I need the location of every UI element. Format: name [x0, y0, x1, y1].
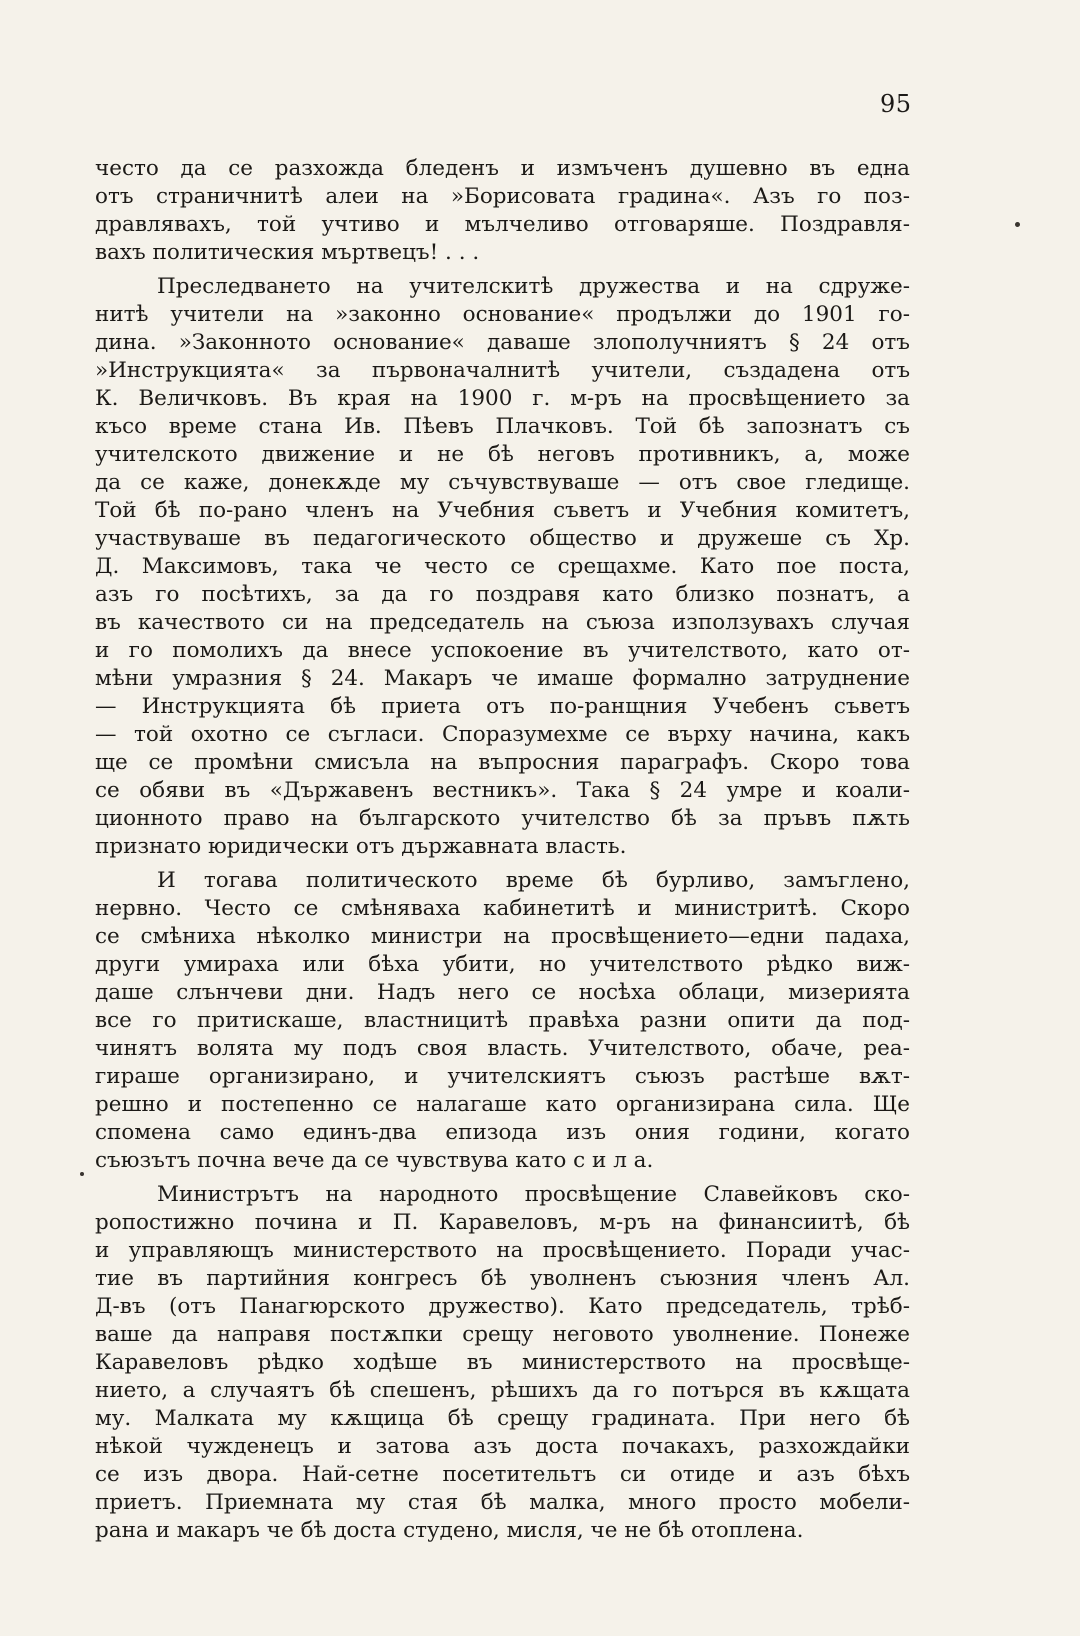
text-line: чинятъ волята му подъ своя власть. Учителството, обаче, реа-: [95, 1036, 910, 1061]
text-line: въ качеството си на председатель на съюза използувахъ случая: [95, 610, 910, 635]
text-line: Д. Максимовъ, така че често се срещахме. Като пое поста,: [95, 554, 910, 579]
text-line: и го помолихъ да внесе успокоение въ учителството, като от-: [95, 638, 910, 663]
text-line: решно и постепенно се налагаше като организирана сила. Ще: [95, 1092, 910, 1117]
text-line: тие въ партийния конгресъ бѣ уволненъ съюзния членъ Ал.: [95, 1266, 910, 1291]
text-line: спомена само единъ-два епизода изъ ония години, когато: [95, 1120, 910, 1145]
text-line: Преследването на учителскитѣ дружества и на сдруже-: [157, 274, 910, 299]
text-line: ропостижно почина и П. Каравеловъ, м-ръ на финансиитѣ, бѣ: [95, 1210, 910, 1235]
text-line: нервно. Често се смѣняваха кабинетитѣ и министритѣ. Скоро: [95, 896, 910, 921]
text-line: Министрътъ на народното просвѣщение Славейковъ ско-: [157, 1182, 910, 1207]
text-line: други умираха или бѣха убити, но учителството рѣдко виж-: [95, 952, 910, 977]
print-speck: [80, 1172, 84, 1176]
text-line: ваше да направя постѫпки срещу неговото уволнение. Понеже: [95, 1322, 910, 1347]
paragraph: [95, 1181, 910, 1545]
text-line: се изъ двора. Най-сетне посетительтъ си отиде и азъ бѣхъ: [95, 1462, 910, 1487]
text-line: Той бѣ по-рано членъ на Учебния съветъ и Учебния комитетъ,: [95, 498, 910, 523]
text-line: отъ страничнитѣ алеи на »Борисовата градина«. Азъ го поз-: [95, 184, 910, 209]
text-line: късо време стана Ив. Пѣевъ Плачковъ. Той бѣ запознатъ съ: [95, 414, 910, 439]
text-line: все го притискаше, властницитѣ правѣха разни опити да под-: [95, 1008, 910, 1033]
text-line: даше слънчеви дни. Надъ него се носѣха облаци, мизерията: [95, 980, 910, 1005]
text-line: »Инструкцията« за първоначалнитѣ учители, създадена отъ: [95, 358, 910, 383]
text-line: вахъ политическия мъртвецъ! . . .: [95, 240, 480, 265]
text-line: учителското движение и не бѣ неговъ противникъ, а, може: [95, 442, 910, 467]
text-line: азъ го посѣтихъ, за да го поздравя като близко познатъ, а: [95, 582, 910, 607]
text-line: нието, а случаятъ бѣ спешенъ, рѣшихъ да го потърся въ кѫщата: [95, 1378, 910, 1403]
text-line: да се каже, донекѫде му съчувствуваше — отъ свое гледище.: [95, 470, 910, 495]
paragraph: [95, 273, 910, 861]
text-line: рана и макаръ че бѣ доста студено, мисля, че не бѣ отоплена.: [95, 1518, 804, 1543]
text-line: ще се промѣни смисъла на въпросния параграфъ. Скоро това: [95, 750, 910, 775]
text-line: — Инструкцията бѣ приета отъ по-ранщния Учебенъ съветъ: [95, 694, 910, 719]
text-line: участвуваше въ педагогическото общество и дружеше съ Хр.: [95, 526, 910, 551]
text-line: нитѣ учители на »законно основание« продължи до 1901 го-: [95, 302, 910, 327]
text-line: К. Величковъ. Въ края на 1900 г. м-ръ на просвѣщението за: [95, 386, 910, 411]
text-line: приетъ. Приемната му стая бѣ малка, много просто мобели-: [95, 1490, 910, 1515]
body-text: [95, 155, 910, 1545]
text-line: се обяви въ «Държавенъ вестникъ». Така § 24 умре и коали-: [95, 778, 910, 803]
text-line: мѣни умразния § 24. Макаръ че имаше формално затруднение: [95, 666, 910, 691]
paragraph: [95, 867, 910, 1175]
print-speck: [1015, 222, 1020, 227]
text-line: ционното право на българското учителство бѣ за пръвъ пѫть: [95, 806, 910, 831]
text-line: дина. »Законното основание« даваше злополучниятъ § 24 отъ: [95, 330, 910, 355]
text-line: — той охотно се съгласи. Споразумехме се върху начина, какъ: [95, 722, 910, 747]
text-line: Каравеловъ рѣдко ходѣше въ министерството на просвѣще-: [95, 1350, 910, 1375]
text-line: се смѣниха нѣколко министри на просвѣщението—едни падаха,: [95, 924, 910, 949]
text-line: Д-въ (отъ Панагюрското дружество). Като председатель, трѣб-: [95, 1294, 910, 1319]
text-line: гираше организирано, и учителскиятъ съюзъ растѣше вѫт-: [95, 1064, 910, 1089]
paragraph: [95, 155, 910, 267]
text-line: нѣкой чужденецъ и затова азъ доста почакахъ, разхождайки: [95, 1434, 910, 1459]
text-line: признато юридически отъ държавната власть.: [95, 834, 627, 859]
page-number: 95: [880, 90, 912, 118]
text-line: И тогава политическото време бѣ бурливо, замъглено,: [157, 868, 910, 893]
text-line: дравлявахъ, той учтиво и мълчеливо отговаряше. Поздравля-: [95, 212, 910, 237]
text-line: често да се разхожда бледенъ и измъченъ душевно въ една: [95, 156, 910, 181]
text-line: и управляющъ министерството на просвѣщението. Поради учас-: [95, 1238, 910, 1263]
text-line: му. Малката му кѫщица бѣ срещу градината. При него бѣ: [95, 1406, 910, 1431]
text-line: съюзътъ почна вече да се чувствува като с и л а.: [95, 1148, 654, 1173]
